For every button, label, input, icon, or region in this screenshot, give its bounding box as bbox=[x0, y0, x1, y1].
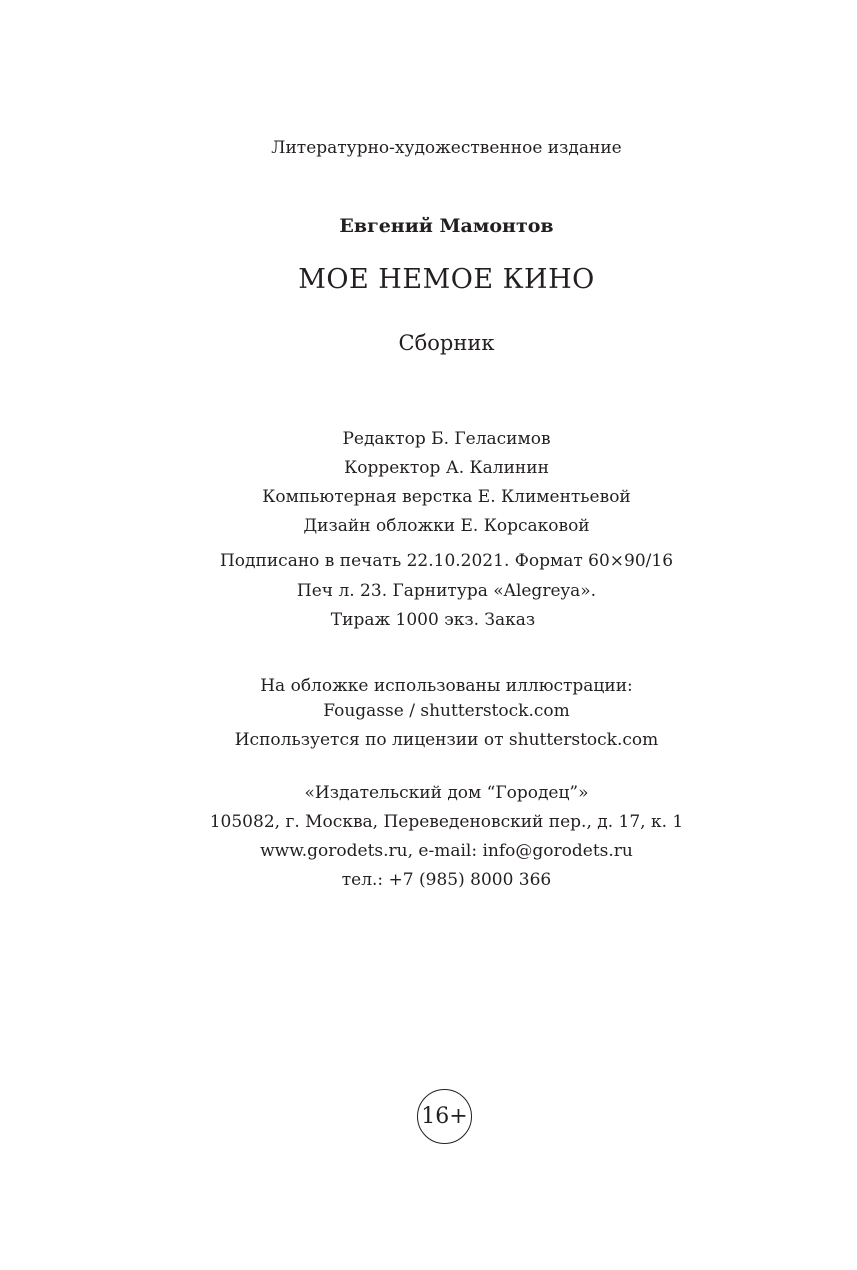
publisher-address: 105082, г. Москва, Переведеновский пер., д. 17, к. 1 bbox=[209, 812, 684, 832]
credit-proofreader: Корректор А. Калинин bbox=[344, 458, 549, 478]
print-run: Тираж 1000 экз. Заказ bbox=[330, 610, 536, 630]
illustrations-note: На обложке использованы иллюстрации: bbox=[260, 676, 633, 696]
edition-type: Литературно-художественное издание bbox=[271, 138, 622, 158]
age-rating-badge: 16+ bbox=[417, 1089, 472, 1144]
print-sheets-font: Печ л. 23. Гарнитура «Alegreya». bbox=[296, 581, 597, 601]
book-subtitle: Сборник bbox=[398, 331, 495, 355]
illustrations-source: Fougasse / shutterstock.com bbox=[323, 701, 570, 721]
credit-editor: Редактор Б. Геласимов bbox=[342, 429, 551, 449]
book-title: МОЕ НЕМОЕ КИНО bbox=[298, 264, 595, 295]
publisher-name: «Издательский дом “Городец”» bbox=[304, 783, 589, 803]
publisher-phone: тел.: +7 (985) 8000 366 bbox=[341, 870, 552, 890]
illustrations-license: Используется по лицензии от shutterstock.com bbox=[234, 730, 659, 750]
publisher-web-email: www.gorodets.ru, e-mail: info@gorodets.ru bbox=[260, 841, 633, 861]
credit-layout: Компьютерная верстка Е. Климентьевой bbox=[262, 487, 631, 507]
credit-cover-design: Дизайн обложки Е. Корсаковой bbox=[303, 516, 590, 536]
print-signed: Подписано в печать 22.10.2021. Формат 60×90/16 bbox=[219, 551, 674, 571]
author-name: Евгений Мамонтов bbox=[339, 215, 554, 237]
